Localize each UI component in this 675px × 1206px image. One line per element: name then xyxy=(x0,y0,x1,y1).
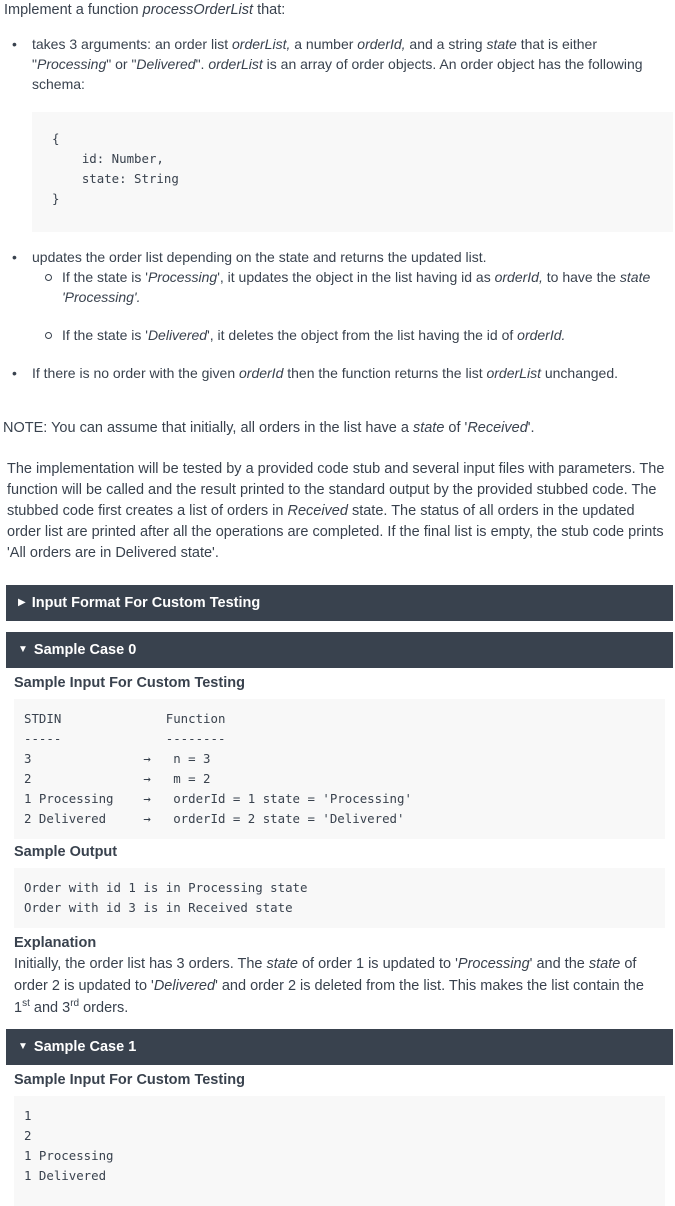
sample-output-code: Order with id 1 is in Processing state Order with id 3 is in Received state xyxy=(14,868,665,928)
input-format-toggle[interactable]: ▶ Input Format For Custom Testing xyxy=(6,585,673,621)
sample-output-heading: Sample Output xyxy=(14,844,118,860)
sample-case-1-toggle[interactable]: ▼ Sample Case 1 xyxy=(6,1029,673,1065)
sample-input-code: STDIN Function ----- -------- 3 → n = 3 2 → m = 2 1 Processing → orderId = 1 state = 'Processing' 2 Delivered → orderId = 2 state = 'Delivered' xyxy=(14,699,665,839)
requirements-list xyxy=(0,34,675,232)
note-paragraph: NOTE: You can assume that initially, all orders in the list have a state of 'Received'. xyxy=(3,420,535,436)
sample-input-heading: Sample Input For Custom Testing xyxy=(14,675,245,691)
function-name: processOrderList xyxy=(142,2,254,18)
sub-list-item: If the state is 'Delivered', it deletes the object from the list having the id of orderId. xyxy=(0,325,675,345)
requirements-list-2 xyxy=(0,247,675,383)
list-item: • takes 3 arguments: an order list orderList, a number orderId, and a string state that is either "Processing" or "Delivered". orderList is an array of order objects. An order object has the following schema: { id: Number, state: String } xyxy=(0,34,675,232)
sub-list-item: If the state is 'Processing', it updates the object in the list having id as orderId, to have the state 'Processing'. xyxy=(0,267,675,307)
triangle-right-icon: ▶ xyxy=(18,597,26,608)
sample-case-0-body xyxy=(0,673,675,1019)
implementation-paragraph: The implementation will be tested by a provided code stub and several input files with parameters. The function will be called and the result printed to the standard output by the provided stubbed code. The stubbed code first creates a list of orders in Received state. The status of all orders in the updated order list are printed after all the operations are completed. If the final list is empty, the stub code prints 'All orders are in Delivered state'. xyxy=(7,461,665,561)
list-item: • If there is no order with the given orderId then the function returns the list orderList unchanged. xyxy=(0,363,675,383)
triangle-down-icon: ▼ xyxy=(18,644,28,655)
sample-case-1-body xyxy=(0,1070,675,1206)
intro-line: Implement a function processOrderList that: xyxy=(4,2,286,18)
explanation-heading: Explanation xyxy=(14,935,97,951)
list-item: • updates the order list depending on the state and returns the updated list. If the state is 'Processing', it updates the object in the list having id as orderId, to have the state 'Processing'. If the state is 'Delivered', it deletes the object from the list having the id of orderId. xyxy=(0,247,675,345)
sample-input-code: 1 2 1 Processing 1 Delivered xyxy=(14,1096,665,1206)
explanation-text: Initially, the order list has 3 orders. The state of order 1 is updated to 'Processing' and the state of order 2 is updated to 'Delivered' and order 2 is deleted from the list. This makes the list contain the 1st and 3rd orders. xyxy=(14,956,644,1016)
schema-code-block: { id: Number, state: String } xyxy=(32,112,673,232)
sample-case-0-toggle[interactable]: ▼ Sample Case 0 xyxy=(6,632,673,668)
triangle-down-icon: ▼ xyxy=(18,1041,28,1052)
sample-input-heading: Sample Input For Custom Testing xyxy=(14,1072,245,1088)
